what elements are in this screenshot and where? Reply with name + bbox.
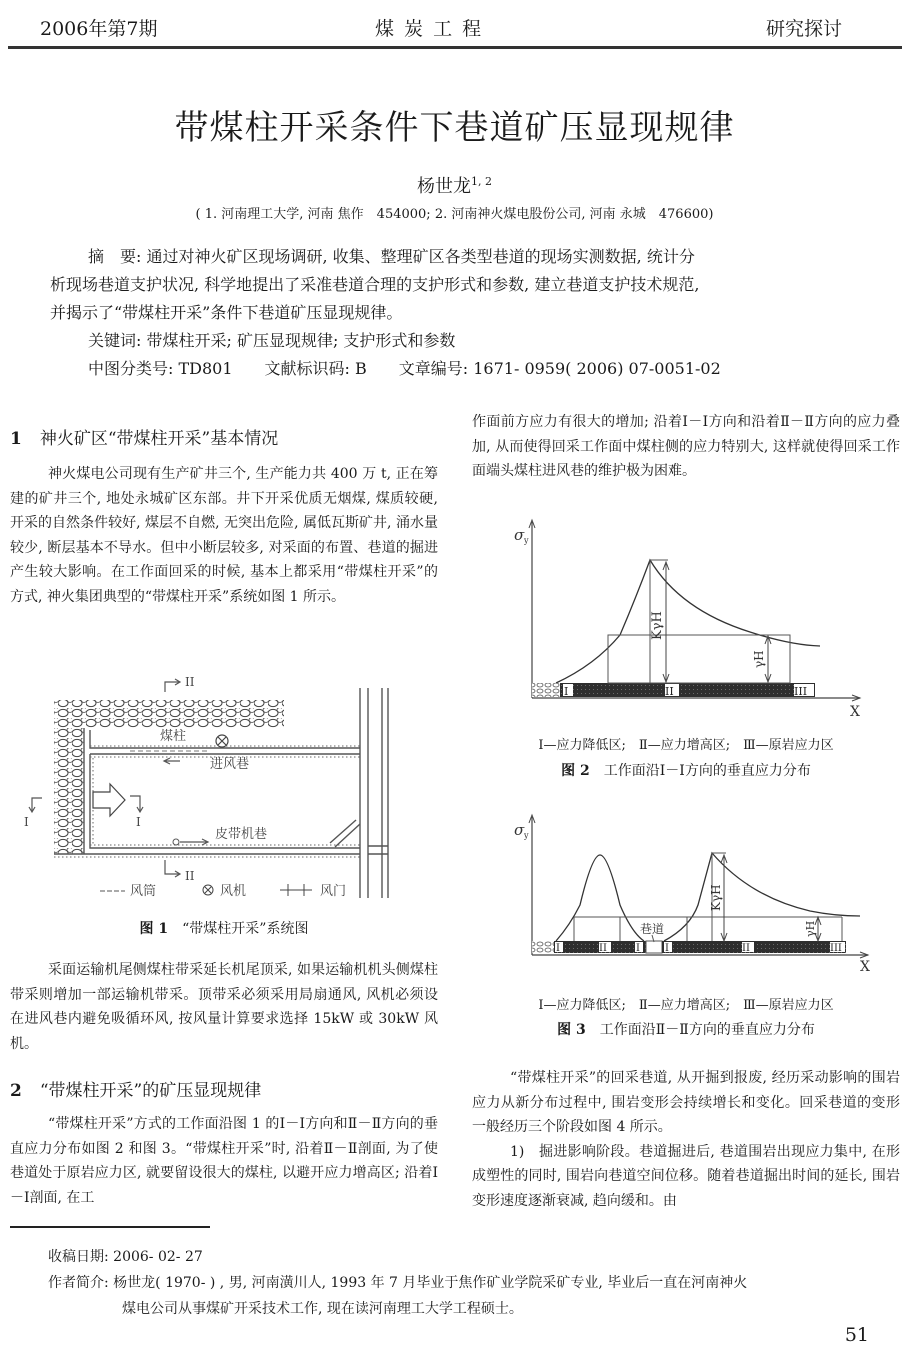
- author-bio-line-1: 杨世龙( 1970- ) , 男, 河南潢川人, 1993 年 7 月毕业于焦作矿业学院采矿专业, 毕业后一直在河南神火: [113, 1275, 748, 1291]
- section-i-left-label: I: [24, 815, 29, 829]
- figure-3-caption: [472, 1019, 900, 1039]
- article-title: 带煤柱开采条件下巷道矿压显现规律: [174, 108, 735, 148]
- fig2-zone-i: I: [564, 685, 569, 698]
- figure-2-stress-chart: [514, 520, 880, 720]
- classification: 中图分类号: TD801 文献标识码: B 文章编号: 1671- 0959( 2006) 07-0051-02: [88, 359, 721, 378]
- header-column: 研究探讨: [766, 18, 843, 40]
- face-advance-arrow-icon: [93, 784, 125, 816]
- author-bio-label: 作者简介:: [48, 1275, 109, 1291]
- section-2-continued: [472, 410, 900, 484]
- fig3-zone-5: II: [742, 943, 750, 954]
- header-rule: [8, 46, 902, 49]
- belt-start-marker-icon: [173, 839, 179, 845]
- fig3-y-subscript: y: [524, 831, 529, 840]
- abstract-line-1: 摘 要: 通过对神火矿区现场调研, 收集、整理矿区各类型巷道的现场实测数据, 统计分: [88, 247, 695, 266]
- legend-duct-label: 风筒: [130, 884, 157, 899]
- fig3-roadway-label: 巷道: [640, 922, 665, 936]
- section-1-para-1: 神火煤电公司现有生产矿井三个, 生产能力共 400 万 t, 正在筹建的矿井三个, 地处永城矿区东部。井下开采优质无烟煤, 煤质较硬, 开采的自然条件较好, 煤层不自燃, 无突出危险, 属低瓦斯矿井, 涌水量较少, 断层基本不导水。但中小断层较多, 对采面的布置、巷道的掘进产生较大影响。在工作面回采的时候, 基本上都采用“带煤柱开采”的方式, 神火集团典型的“带煤柱开采”系统如图 1 所示。: [10, 466, 438, 605]
- fig3-face-stress-curve: [664, 853, 860, 941]
- figure-3-number: 图 3: [557, 1022, 586, 1038]
- section-ii-bottom-label: II: [185, 869, 195, 883]
- figure-2-title: 工作面沿Ⅰ－Ⅰ方向的垂直应力分布: [603, 763, 811, 779]
- fig3-base-label: γH: [804, 920, 817, 937]
- legend-door-icon: [280, 884, 312, 896]
- intake-airflow-arrow-icon: [164, 758, 180, 764]
- affiliation: ( 1. 河南理工大学, 河南 焦作 454000; 2. 河南神火煤电股份公司, 河南 永城 476600): [195, 207, 714, 222]
- figure-2-number: 图 2: [561, 763, 590, 779]
- legend-fan-label: 风机: [220, 884, 247, 899]
- figure-3-legend: Ⅰ—应力降低区; Ⅱ—应力增高区; Ⅲ—原岩应力区: [538, 998, 834, 1013]
- belt-airflow-arrow-icon: [180, 839, 208, 845]
- legend-fan-icon: [203, 885, 213, 895]
- fig2-peak-label: KγH: [650, 611, 665, 640]
- section-ii-top-label: II: [185, 675, 195, 689]
- coal-pillar-label: 煤柱: [160, 729, 187, 744]
- fig2-goaf: [532, 683, 560, 697]
- header-issue: 2006年第7期: [40, 18, 158, 40]
- figure-1-number: 图 1: [139, 921, 169, 937]
- figure-1-title: “带煤柱开采”系统图: [182, 921, 309, 937]
- fig2-base-label: γH: [752, 650, 766, 668]
- section-1-para-2: 采面运输机尾侧煤柱带采延长机尾顶采, 如果运输机机头侧煤柱带采则增加一部运输机带采。顶带采必须采用局扇通风, 风机必须设在进风巷内避免吸循环风, 按风量计算要求选择 15kW 或 30kW 风机。: [10, 962, 438, 1052]
- author-line: [0, 172, 909, 198]
- section-i-right-label: I: [136, 815, 141, 829]
- section-2-para-2: “带煤柱开采”的回采巷道, 从开掘到报废, 经历采动影响的围岩应力从新分布过程中, 围岩变形会持续增长和变化。回采巷道的变形一般经历三个阶段如图 4 所示。: [472, 1070, 900, 1136]
- intake-roadway-label: 进风巷: [210, 757, 250, 772]
- abstract-block: [50, 243, 870, 383]
- abstract-line-2: 析现场巷道支护状况, 科学地提出了采准巷道合理的支护形式和参数, 建立巷道支护技术规范,: [50, 275, 700, 294]
- keywords: 关键词: 带煤柱开采; 矿压显现规律; 支护形式和参数: [88, 331, 456, 350]
- section-1-title: 神火矿区“带煤柱开采”基本情况: [39, 429, 279, 449]
- fig3-pillar-stress-curve: [556, 855, 644, 941]
- section-1-heading: [10, 424, 278, 449]
- footnote-rule: [10, 1226, 210, 1228]
- fig3-y-label: σ: [514, 821, 525, 839]
- page-number: 51: [844, 1324, 869, 1346]
- fig3-peak-label: KγH: [709, 884, 723, 911]
- figure-3-stress-chart: [514, 815, 880, 975]
- fig2-coal-seam: [560, 683, 815, 697]
- section-2-body-right: [472, 1066, 900, 1214]
- section-2-para-1-cont: 作面前方应力有很大的增加; 沿着Ⅰ－Ⅰ方向和沿着Ⅱ－Ⅱ方向的应力叠加, 从而使得回采工作面中煤柱侧的应力特别大, 这样就使得回采工作面端头煤柱进风巷的维护极为困难。: [472, 414, 900, 480]
- section-1-number: 1: [10, 429, 22, 449]
- abstract-line-3: 并揭示了“带煤柱开采”条件下巷道矿压显现规律。: [50, 303, 403, 322]
- figure-3-title: 工作面沿Ⅱ－Ⅱ方向的垂直应力分布: [599, 1022, 815, 1038]
- figure-1-caption: [10, 918, 438, 938]
- section-2-number: 2: [10, 1081, 22, 1101]
- author-affil-markers: 1, 2: [471, 175, 492, 188]
- fig3-zone-6: III: [830, 943, 842, 954]
- fig3-zone-1: I: [556, 943, 560, 954]
- fig2-zone-ii: II: [665, 685, 674, 698]
- fig3-goaf: [532, 941, 554, 953]
- section-2-title: “带煤柱开采”的矿压显现规律: [39, 1081, 262, 1101]
- fig2-y-subscript: y: [524, 536, 529, 545]
- fan-icon: [216, 735, 228, 747]
- fig3-zone-3: I: [636, 943, 640, 954]
- author-name: 杨世龙: [417, 176, 471, 197]
- fig2-zone-iii: III: [794, 685, 808, 698]
- fig3-x-label: X: [860, 959, 870, 975]
- header-journal: 煤 炭 工 程: [375, 18, 484, 40]
- figure-2-legend: Ⅰ—应力降低区; Ⅱ—应力增高区; Ⅲ—原岩应力区: [538, 738, 834, 753]
- figure-1-diagram: [24, 675, 440, 899]
- fig3-zone-2: II: [599, 943, 607, 954]
- fig2-x-label: X: [850, 704, 860, 720]
- author-bio-line-2: 煤电公司从事煤矿开采技术工作, 现在读河南理工大学工程硕士。: [122, 1301, 523, 1317]
- section-1-body: [10, 462, 438, 610]
- section-2-heading: [10, 1076, 261, 1101]
- legend-door-label: 风门: [320, 884, 347, 899]
- figure-2-caption: [472, 760, 900, 780]
- fig3-roadway: [646, 941, 662, 953]
- fig2-y-label: σ: [514, 526, 525, 544]
- fig3-zone-4: I: [665, 943, 669, 954]
- received-date: 收稿日期: 2006- 02- 27: [48, 1249, 203, 1265]
- section-2-para-3: 1) 掘进影响阶段。巷道掘进后, 巷道围岩出现应力集中, 在形成塑性的同时, 围岩向巷道空间位移。随着巷道掘出时间的延长, 围岩变形速度逐渐衰减, 趋向缓和。由: [472, 1143, 900, 1209]
- section-2-para-1: “带煤柱开采”方式的工作面沿图 1 的Ⅰ－Ⅰ方向和Ⅱ－Ⅱ方向的垂直应力分布如图 2 和图 3。“带煤柱开采”时, 沿着Ⅱ－Ⅱ剖面, 为了使巷道处于原岩应力区, 就要留设很大的煤柱, 以避开应力增高区; 沿着Ⅰ－Ⅰ剖面, 在工: [10, 1116, 438, 1206]
- belt-roadway-label: 皮带机巷: [215, 827, 268, 842]
- author-bio: [48, 1270, 898, 1296]
- section-1-body-2: [10, 958, 438, 1056]
- section-2-body: [10, 1112, 438, 1210]
- fig2-stress-curve: [556, 560, 820, 683]
